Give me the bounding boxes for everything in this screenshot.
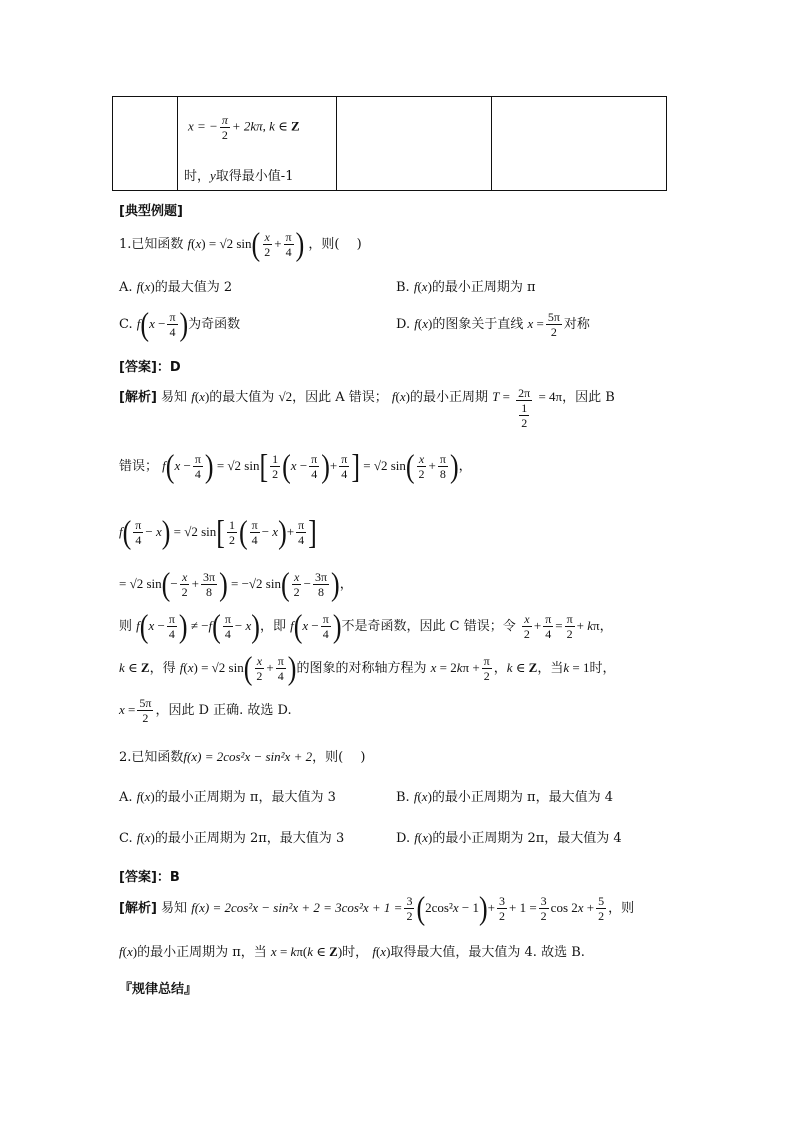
q1-analysis-4: 的最小正周期 bbox=[409, 390, 488, 405]
q1-analysis-7: 则 bbox=[119, 619, 133, 634]
q2-option-a-letter: A. bbox=[119, 790, 133, 805]
q1-analysis-label: [解析] bbox=[119, 390, 157, 405]
q2-analysis-line1: [解析] 易知 f(x) = 2cos²x − sin²x + 2 = 3cos²x + 1 = $\frac{3}{2}$ (2cos²x − 1)+ $\frac{3}{2}$ + 1 = $\frac{3}{2}$ cos 2x + $\frac{5}{2}$ ，则 bbox=[119, 889, 635, 926]
q2-stem-formula: f(x) = 2cos²x − sin²x + 2 bbox=[183, 749, 313, 764]
q1-stem: 1.已知函数 f(x) = √2 sin( $\frac{x}{2}$ + $\frac{\pi}{4}$ ) ，则( ) bbox=[119, 225, 362, 262]
q1-answer-label: [答案]： bbox=[119, 360, 170, 375]
q2-option-a-text: 的最小正周期为 π，最大值为 3 bbox=[154, 790, 336, 805]
q1-analysis-line6: k ∈ Z，得 f(x) = √2 sin( $\frac{x}{2}$ + $\frac{\pi}{4}$ )的图象的对称轴方程为 x = 2kπ + $\frac{\pi}{2}$ ，k ∈ Z，当k = 1时， bbox=[119, 649, 616, 686]
q2-stem-pre: 2.已知函数 bbox=[119, 750, 184, 765]
q1-option-c-text: 为奇函数 bbox=[188, 317, 241, 332]
section-heading: [典型例题] bbox=[119, 204, 183, 219]
q2-analysis-4: 时， bbox=[342, 945, 369, 960]
q2-analysis-3: 的最小正周期为 π，当 bbox=[137, 945, 267, 960]
q2-analysis-formula: f(x) = 2cos²x − sin²x + 2 = 3cos²x + 1 = bbox=[191, 900, 403, 915]
q2-option-d[interactable]: D. f(x)的最小正周期为 2π，最大值为 4 bbox=[396, 830, 622, 846]
q1-analysis-line1: [解析] 易知 f(x)的最大值为 √2，因此 A 错误； f(x)的最小正周期 T = $\frac{2\pi}{\frac{1}{2}}$ = 4π，因此 B bbox=[119, 386, 615, 430]
q1-option-a[interactable]: A. f(x)的最大值为 2 bbox=[119, 279, 233, 295]
q2-analysis-1: 易知 bbox=[161, 901, 188, 916]
q2-analysis-5: 取得最大值，最大值为 4. 故选 B. bbox=[390, 945, 585, 960]
q1-option-d-letter: D. bbox=[396, 317, 411, 332]
q1-analysis-9: 不是奇函数，因此 C 错误；令 bbox=[341, 619, 516, 634]
cell-note-post: 取得最小值-1 bbox=[215, 169, 294, 184]
q1-stem-pre: 1.已知函数 bbox=[119, 237, 184, 252]
summary-heading: 『规律总结』 bbox=[119, 982, 198, 997]
q1-analysis-12: ，当 bbox=[537, 661, 564, 676]
table-cell-empty-3 bbox=[337, 97, 492, 191]
q1-analysis-1: 易知 bbox=[161, 390, 188, 405]
q2-option-c-letter: C. bbox=[119, 831, 133, 846]
q1-analysis-line2: 错误； f(x − $\frac{\pi}{4}$ ) = √2 sin[ $\frac{1}{2}$ (x − $\frac{\pi}{4}$ )+ $\frac{\pi}{4}$ ] = √2 sin( $\frac{x}{2}$ + $\frac{\pi}{8}$ )， bbox=[119, 447, 472, 485]
q1-option-d[interactable]: D. f(x)的图象关于直线 x = $\frac{5\pi}{2}$ 对称 bbox=[396, 310, 590, 339]
q2-option-d-letter: D. bbox=[396, 831, 411, 846]
q1-stem-post: ，则( ) bbox=[308, 237, 362, 252]
q1-analysis-line7: x = $\frac{5\pi}{2}$ ，因此 D 正确. 故选 D. bbox=[119, 696, 292, 725]
cell-formula-lhs: x = − bbox=[188, 118, 218, 134]
q2-analysis-2: ，则 bbox=[608, 901, 635, 916]
cell-frac-num: π bbox=[221, 113, 228, 127]
q1-option-d-tail: 对称 bbox=[563, 317, 590, 332]
table-cell-empty-1 bbox=[113, 97, 178, 191]
q1-option-c-letter: C. bbox=[119, 317, 133, 332]
q1-option-a-letter: A. bbox=[119, 280, 133, 295]
table-cell-empty-4 bbox=[492, 97, 667, 191]
q2-analysis-line2: f(x)的最小正周期为 π，当 x = kπ(k ∈ Z)时， f(x)取得最大值，最大值为 4. 故选 B. bbox=[119, 944, 585, 960]
q1-analysis-8: ，即 bbox=[259, 619, 286, 634]
cell-note-var: y bbox=[210, 168, 216, 183]
q2-option-c[interactable]: C. f(x)的最小正周期为 2π，最大值为 3 bbox=[119, 830, 345, 846]
q1-analysis-line4: = √2 sin(− $\frac{x}{2}$ + $\frac{3\pi}{8}$ ) = −√2 sin( $\frac{x}{2}$ − $\frac{3\pi}{8}$ )， bbox=[119, 565, 353, 602]
q1-option-a-text: 的最大值为 2 bbox=[154, 280, 233, 295]
q2-stem-post: ，则( ) bbox=[312, 750, 366, 765]
table-cell-formula bbox=[178, 97, 337, 191]
q2-option-c-text: 的最小正周期为 2π，最大值为 3 bbox=[154, 831, 345, 846]
q2-answer-label: [答案]： bbox=[119, 870, 170, 885]
q1-option-c[interactable]: C. f(x − $\frac{\pi}{4}$ )为奇函数 bbox=[119, 305, 241, 342]
cell-frac-den: 2 bbox=[221, 128, 228, 142]
q2-option-b-letter: B. bbox=[396, 790, 410, 805]
cell-note-pre: 时， bbox=[184, 169, 211, 184]
q1-option-b[interactable]: B. f(x)的最小正周期为 π bbox=[396, 279, 536, 295]
q1-analysis-5: ，因此 B bbox=[562, 390, 615, 405]
q1-analysis-13: 时， bbox=[589, 661, 616, 676]
q1-analysis-line3: f( $\frac{\pi}{4}$ − x) = √2 sin[ $\frac{1}{2}$ ( $\frac{\pi}{4}$ − x)+ $\frac{\pi}{4}$ ] bbox=[119, 513, 317, 551]
q2-analysis-label: [解析] bbox=[119, 901, 157, 916]
q1-analysis-14: ，因此 D 正确. 故选 D. bbox=[155, 703, 292, 718]
q2-answer bbox=[119, 866, 180, 885]
cell-formula-rhs: + 2kπ, k ∈ bbox=[231, 118, 292, 134]
q1-analysis-line5: 则 f(x − $\frac{\pi}{4}$ ) ≠ −f( $\frac{\pi}{4}$ − x)，即 f(x − $\frac{\pi}{4}$ )不是奇函数，因此 C 错误；令 $\frac{x}{2}$ + $\frac{\pi}{4}$ = $\frac{\pi}{2}$ + kπ， bbox=[119, 607, 613, 644]
q1-analysis-10: ，得 bbox=[149, 661, 176, 676]
q2-option-b[interactable]: B. f(x)的最小正周期为 π，最大值为 4 bbox=[396, 789, 614, 805]
q1-option-b-letter: B. bbox=[396, 280, 410, 295]
summary-table bbox=[112, 96, 667, 191]
q2-option-b-text: 的最小正周期为 π，最大值为 4 bbox=[431, 790, 614, 805]
q1-answer bbox=[119, 356, 181, 375]
q1-option-d-text: 的图象关于直线 bbox=[432, 317, 524, 332]
cell-formula-z: Z bbox=[291, 118, 300, 134]
q1-analysis-11: 的图象的对称轴方程为 bbox=[296, 661, 427, 676]
q1-analysis-3: ，因此 A 错误； bbox=[292, 390, 388, 405]
q1-analysis-6: 错误； bbox=[119, 459, 159, 474]
q1-option-b-text: 的最小正周期为 π bbox=[431, 280, 536, 295]
q1-answer-value: D bbox=[169, 360, 181, 375]
q2-stem bbox=[119, 746, 365, 765]
q2-answer-value: B bbox=[169, 870, 180, 885]
q1-analysis-2: 的最大值为 bbox=[209, 390, 275, 405]
q2-option-a[interactable]: A. f(x)的最小正周期为 π，最大值为 3 bbox=[119, 789, 336, 805]
q2-option-d-text: 的最小正周期为 2π，最大值为 4 bbox=[432, 831, 622, 846]
